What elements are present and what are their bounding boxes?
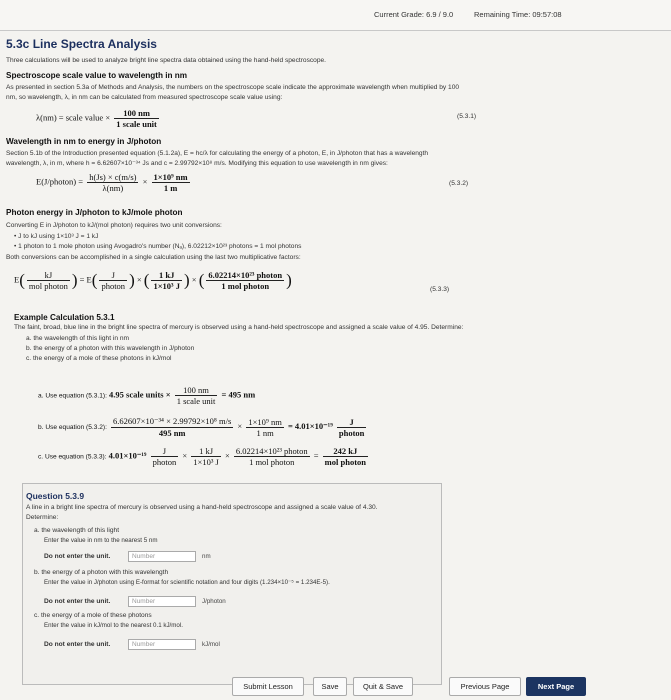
wavelength-input[interactable]: Number — [128, 551, 196, 562]
section2-text-2: wavelength, λ, in m, where h = 6.62607×10⁻³⁴ Js and c = 2.99792×10⁸ m/s. Modifying this equation to use wavelength in nm gives: — [6, 160, 388, 167]
equation-3: E( $\frac{kJ}{\text{mol photon}}$ ) = E( $\frac{J}{\text{photon}}$ ) × ( $\frac{1 kJ}{\text{1×10³ J}}$ ) × ( $\frac{\text{6.02214×10²³ photon}}{\text{1 mol photon}}$ ) — [14, 270, 292, 291]
answer-b: b. Use equation (5.3.2): $\frac{\text{6.62607×10⁻³⁴ × 2.99792×10⁸ m/s}}{495 nm}$ × $\frac{\text{1×10⁹ nm}}{1 nm}$ = 4.01×10⁻¹⁹ $\frac{J}{\text{photon}}$ — [38, 416, 365, 438]
section2-heading: Wavelength in nm to energy in J/photon — [6, 137, 162, 146]
eq2-lhs: E(J/photon) = — [36, 176, 84, 187]
answer-b-den2: 1 nm — [256, 427, 274, 438]
question-b-hint: Enter the value in J/photon using E-format for scientific notation and four digits (1.234×10⁻⁵ = 1.234E-5). — [44, 579, 330, 586]
answer-c-value: 4.01×10⁻¹⁹ — [108, 450, 147, 461]
section3-text-2: Both conversions can be accomplished in a single calculation using the last two multiplicative factors: — [6, 254, 301, 261]
bullet-1: • J to kJ using 1×10³ J = 1 kJ — [14, 233, 99, 240]
section2-text-1: Section 5.1b of the Introduction presented equation (5.1.2a), E = hc/λ for calculating the energy of a photon, E, in J/photon that has a wavelength — [6, 150, 429, 157]
question-a-hint: Enter the value in nm to the nearest 5 nm — [44, 537, 158, 544]
energy-photon-unit: J/photon — [202, 598, 226, 605]
eq3-b-num: J — [99, 270, 127, 281]
answer-b-unit-den: photon — [338, 427, 365, 438]
answer-a-result: = 495 nm — [221, 389, 256, 400]
answer-c-prefix: c. Use equation (5.3.3): — [38, 453, 107, 461]
energy-photon-input[interactable]: Number — [128, 596, 196, 607]
question-b-no-unit: Do not enter the unit. — [44, 598, 111, 605]
eq2-num1: h(Js) × c(m/s) — [89, 172, 137, 182]
answer-b-result: = 4.01×10⁻¹⁹ — [287, 420, 333, 431]
intro-text: Three calculations will be used to analyze bright line spectra data obtained using the hand-held spectroscope. — [6, 57, 326, 64]
answer-c-result-den: mol photon — [324, 457, 367, 467]
eq3-b-den: photon — [101, 281, 126, 291]
answer-c-den2: 1×10³ J — [193, 457, 219, 467]
eq1-num: 100 nm — [114, 108, 159, 119]
bullet-1-text: J to kJ using 1×10³ J = 1 kJ — [18, 233, 99, 240]
eq3-a-den: mol photon — [28, 281, 68, 291]
answer-c-num2: 1 kJ — [191, 446, 221, 457]
wavelength-unit: nm — [202, 553, 211, 560]
eq2-den2: 1 m — [163, 183, 178, 193]
answer-c: c. Use equation (5.3.3): 4.01×10⁻¹⁹ $\frac{J}{\text{photon}}$ × $\frac{1 kJ}{\text{1×10³ J}}$ × $\frac{\text{6.02214×10²³ photon}}{\text{1 mol photon}}$ = $\frac{242 kJ}{\text{mol photon}}$ — [38, 446, 367, 467]
answer-b-unit-num: J — [337, 417, 367, 428]
bullet-2-text: 1 photon to 1 mole photon using Avogadro's number (Nₐ), 6.02212×10²³ photons = 1 mol photons — [18, 243, 302, 250]
save-button[interactable]: Save — [313, 677, 347, 696]
answer-b-num: 6.62607×10⁻³⁴ × 2.99792×10⁸ m/s — [113, 416, 232, 426]
answer-a-num: 100 nm — [175, 385, 218, 396]
example-item-c: c. the energy of a mole of these photons in kJ/mol — [26, 355, 172, 362]
previous-page-button[interactable]: Previous Page — [449, 677, 521, 696]
question-a: a. the wavelength of this light — [34, 527, 120, 534]
answer-c-num3: 6.02214×10²³ photon — [235, 446, 308, 456]
quit-save-button[interactable]: Quit & Save — [353, 677, 413, 696]
eq3-d-den: 1 mol photon — [221, 281, 270, 291]
eq3-c-num: 1 kJ — [151, 270, 182, 281]
answer-b-prefix: b. Use equation (5.3.2): — [38, 423, 107, 431]
equation-1 — [36, 108, 161, 129]
eq1-lhs: λ(nm) = scale value × — [36, 112, 111, 123]
section3-text-1: Converting E in J/photon to kJ/(mol photon) requires two unit conversions: — [6, 222, 222, 229]
next-page-button[interactable]: Next Page — [526, 677, 586, 696]
answer-b-den: 495 nm — [158, 428, 186, 438]
page-title: 5.3c Line Spectra Analysis — [6, 37, 157, 51]
remaining-time: Remaining Time: 09:57:08 — [474, 10, 562, 19]
answer-c-den3: 1 mol photon — [249, 457, 295, 467]
answer-a-den: 1 scale unit — [176, 396, 216, 406]
current-grade: Current Grade: 6.9 / 9.0 — [374, 10, 454, 19]
bullet-2: • 1 photon to 1 mole photon using Avogadro's number (Nₐ), 6.02212×10²³ photons = 1 mol photons — [14, 243, 302, 250]
section3-heading: Photon energy in J/photon to kJ/mole photon — [6, 208, 183, 217]
section1-text-1: As presented in section 5.3a of Methods and Analysis, the numbers on the spectroscope scale indicate the approximate wavelength when multiplied by 100 — [6, 84, 460, 91]
eq2-den1: λ(nm) — [102, 183, 124, 193]
equation-2: E(J/photon) = $\frac{h(Js) \times c(m/s)}{\lambda(nm)}$ × $\frac{\text{1×10⁹ nm}}{1 m}$ — [36, 172, 188, 193]
answer-a — [38, 385, 255, 406]
question-c-hint: Enter the value in kJ/mol to the nearest 0.1 kJ/mol. — [44, 622, 183, 629]
example-item-b: b. the energy of a photon with this wavelength in J/photon — [26, 345, 195, 352]
eq3-a-num: kJ — [27, 270, 70, 281]
section1-text-2: nm, so wavelength, λ, in nm can be calculated from measured spectroscope scale value using: — [6, 94, 283, 101]
eq3-c-den: 1×10³ J — [153, 281, 180, 291]
question-c-no-unit: Do not enter the unit. — [44, 641, 111, 648]
answer-a-value: 4.95 scale units × — [109, 389, 171, 400]
question-c: c. the energy of a mole of these photons — [34, 612, 152, 619]
eq3-d-num: 6.02214×10²³ photon — [208, 270, 283, 280]
eq2-number: (5.3.2) — [449, 180, 469, 187]
eq1-number: (5.3.1) — [457, 113, 477, 120]
top-bar — [0, 0, 671, 31]
answer-b-num2: 1×10⁹ nm — [248, 416, 282, 427]
eq2-num2: 1×10⁹ nm — [153, 172, 188, 182]
answer-c-unit-den: photon — [152, 457, 177, 467]
example-heading: Example Calculation 5.3.1 — [14, 313, 115, 322]
eq1-den: 1 scale unit — [116, 119, 157, 129]
example-item-a: a. the wavelength of this light in nm — [26, 335, 129, 342]
question-a-no-unit: Do not enter the unit. — [44, 553, 111, 560]
question-text-1: A line in a bright line spectra of mercury is observed using a hand-held spectroscope and assigned a scale value of 4.30. — [26, 504, 378, 511]
energy-mole-unit: kJ/mol — [202, 641, 220, 648]
example-text: The faint, broad, blue line in the bright line spectra of mercury is observed using a hand-held spectroscope and assigned a scale value of 4.95. Determine: — [14, 324, 464, 331]
energy-mole-input[interactable]: Number — [128, 639, 196, 650]
question-text-2: Determine: — [26, 514, 59, 521]
answer-a-prefix: a. Use equation (5.3.1): — [38, 392, 107, 400]
section1-heading: Spectroscope scale value to wavelength in nm — [6, 71, 188, 80]
submit-lesson-button[interactable]: Submit Lesson — [232, 677, 304, 696]
eq3-number: (5.3.3) — [430, 286, 450, 293]
question-b: b. the energy of a photon with this wavelength — [34, 569, 169, 576]
answer-c-result-num: 242 kJ — [323, 446, 368, 457]
answer-c-unit-num: J — [151, 446, 179, 457]
question-title: Question 5.3.9 — [26, 491, 85, 501]
